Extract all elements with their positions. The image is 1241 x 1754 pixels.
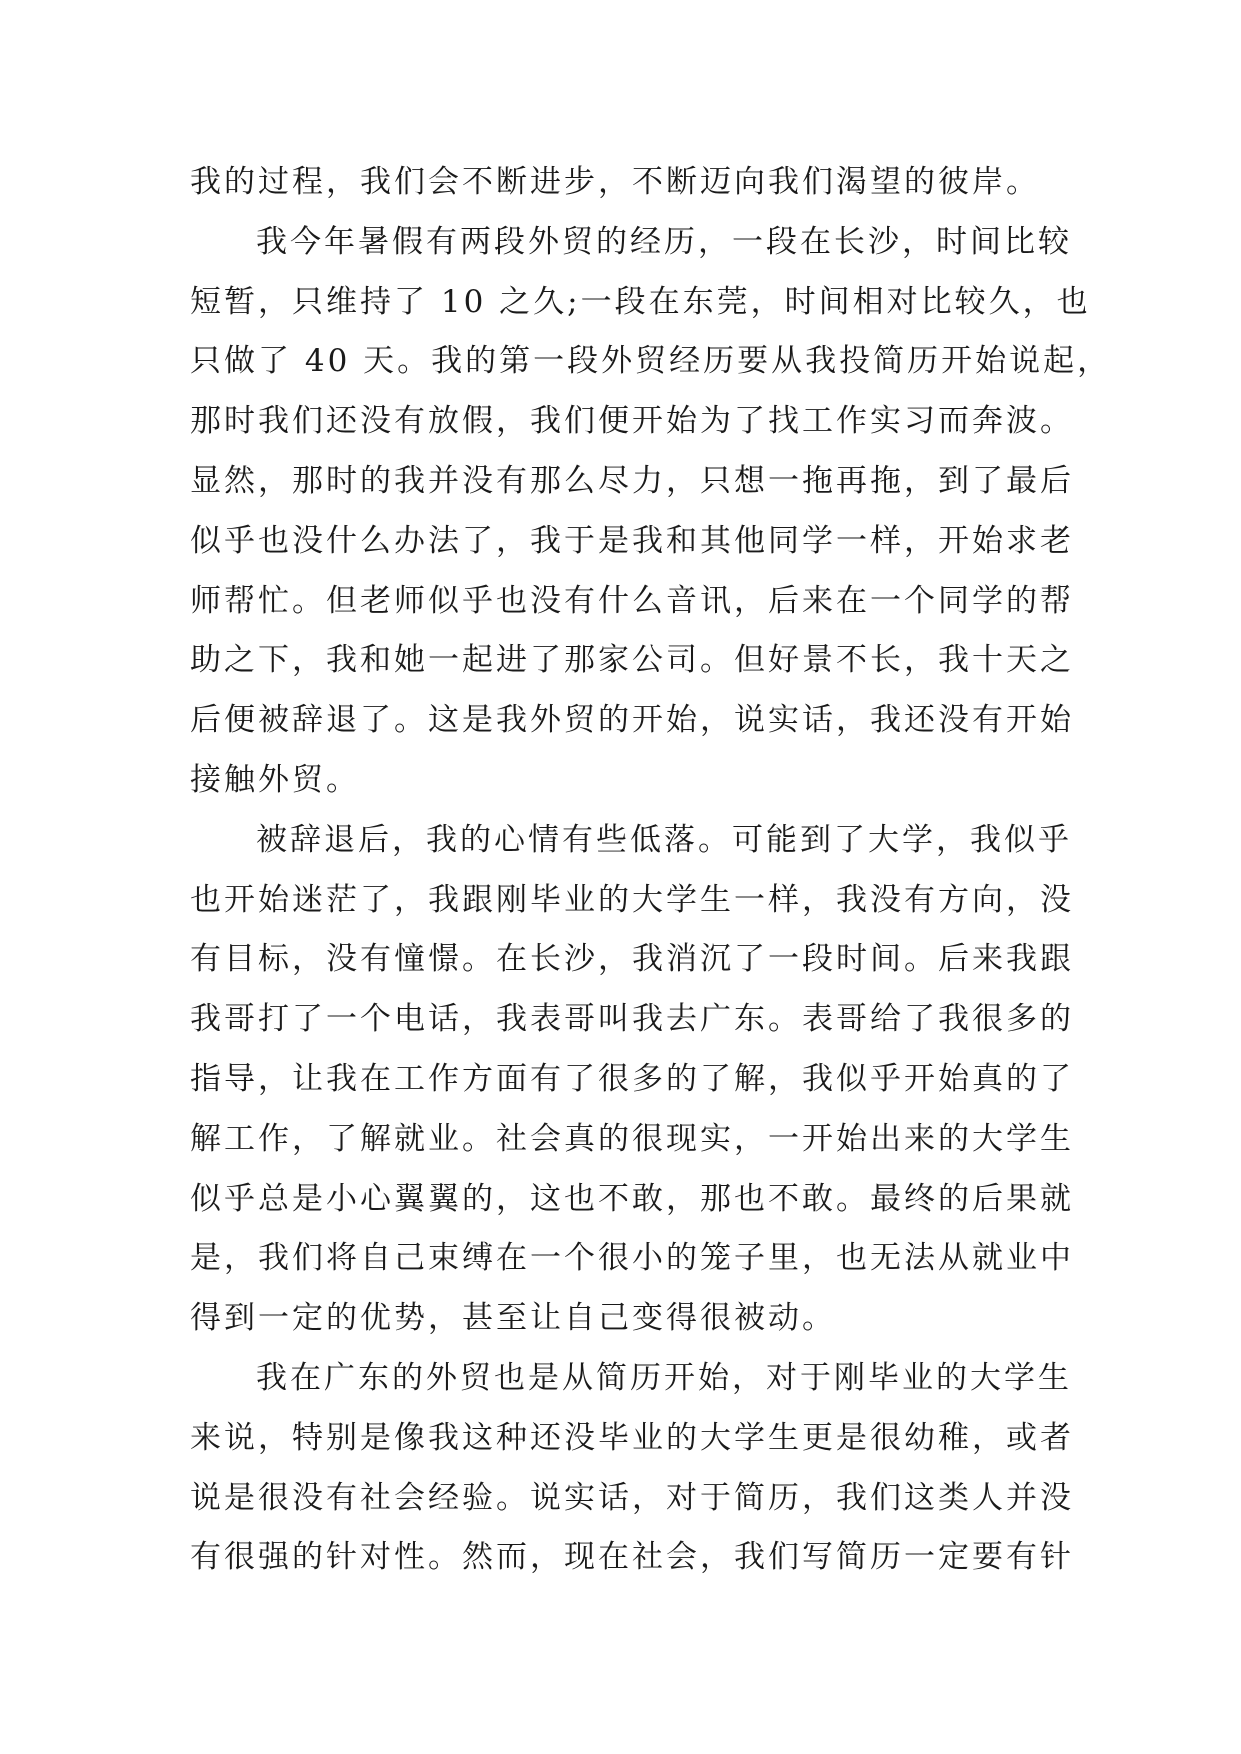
text-line: 我今年暑假有两段外贸的经历，一段在长沙，时间比较: [256, 223, 1072, 260]
text-line: 指导，让我在工作方面有了很多的了解，我似乎开始真的了: [190, 1060, 1074, 1097]
text-line: 显然，那时的我并没有那么尽力，只想一拖再拖，到了最后: [190, 462, 1074, 499]
paragraph-4: [190, 1349, 1074, 1588]
text-line: 解工作，了解就业。社会真的很现实，一开始出来的大学生: [190, 1120, 1074, 1157]
text-line: 我的过程，我们会不断进步，不断迈向我们渴望的彼岸。: [190, 164, 1040, 200]
text-line: 有很强的针对性。然而，现在社会，我们写简历一定要有针: [190, 1539, 1074, 1576]
text-line: 后便被辞退了。这是我外贸的开始，说实话，我还没有开始: [190, 702, 1074, 739]
text-line: 说是很没有社会经验。说实话，对于简历，我们这类人并没: [190, 1479, 1074, 1516]
text-line: 我哥打了一个电话，我表哥叫我去广东。表哥给了我很多的: [190, 1001, 1074, 1038]
text-line: 也开始迷茫了，我跟刚毕业的大学生一样，我没有方向，没: [190, 881, 1074, 918]
text-line: 助之下，我和她一起进了那家公司。但好景不长，我十天之: [190, 642, 1074, 679]
text-line: 师帮忙。但老师似乎也没有什么音讯，后来在一个同学的帮: [190, 582, 1074, 619]
text-line: 只做了 40 天。我的第一段外贸经历要从我投简历开始说起，: [190, 343, 1112, 380]
text-line: 那时我们还没有放假，我们便开始为了找工作实习而奔波。: [190, 403, 1074, 440]
paragraph-2: [190, 213, 1112, 811]
text-line: 似乎也没什么办法了，我于是我和其他同学一样，开始求老: [190, 522, 1074, 559]
text-line: 有目标，没有憧憬。在长沙，我消沉了一段时间。后来我跟: [190, 941, 1074, 978]
text-line: 短暂，只维持了 10 之久;一段在东莞，时间相对比较久，也: [190, 283, 1091, 320]
text-line: 似乎总是小心翼翼的，这也不敢，那也不敢。最终的后果就: [190, 1180, 1074, 1217]
text-line: 来说，特别是像我这种还没毕业的大学生更是很幼稚，或者: [190, 1419, 1074, 1456]
text-line: 得到一定的优势，甚至让自己变得很被动。: [190, 1300, 836, 1337]
document-body: [190, 153, 1112, 1588]
text-line: 是，我们将自己束缚在一个很小的笼子里，也无法从就业中: [190, 1240, 1074, 1277]
text-line: 被辞退后，我的心情有些低落。可能到了大学，我似乎: [256, 821, 1072, 858]
text-line: 接触外贸。: [190, 761, 360, 798]
paragraph-3: [190, 811, 1074, 1349]
text-line: 我在广东的外贸也是从简历开始，对于刚毕业的大学生: [256, 1359, 1072, 1396]
paragraph-1: [190, 153, 1056, 213]
